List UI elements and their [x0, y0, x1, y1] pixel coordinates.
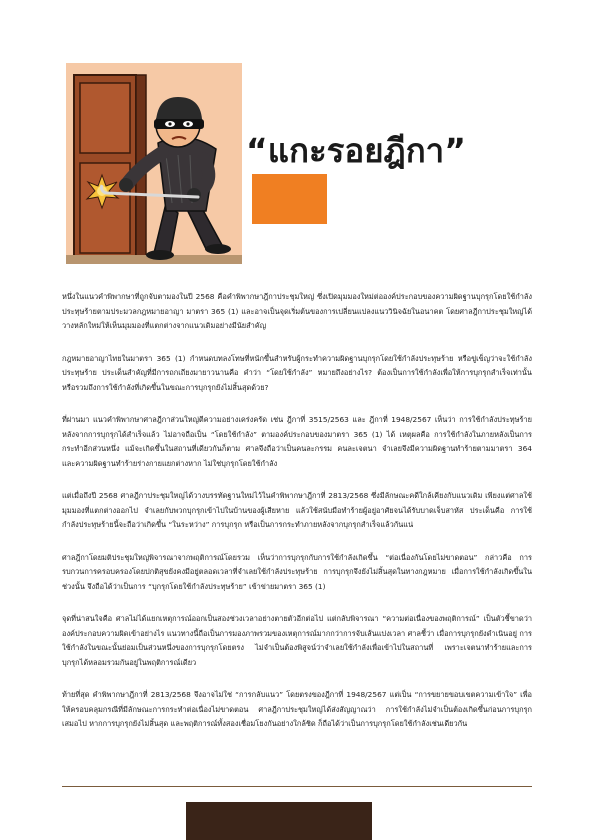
paragraph: กฎหมายอาญาไทยในมาตรา 365 (1) กำหนดบทลงโทษที่หนักขึ้นสำหรับผู้กระทำความผิดฐานบุกรุกโดยใช้กำลังประทุษร้าย หรือขู่เข็ญว่าจะใช้กำลังประทุษร้าย ประเด็นสำคัญที่มีการถกเถียงมายาวนานคือ คำว่า “โดยใช้กำลัง” หมายถึงอย่างไร? ต้องเป็นการใช้กำลังเพื่อให้การบุกรุกสำเร็จเท่านั้น หรือรวมถึงการใช้กำลังที่เกิดขึ้นในขณะการบุกรุกยังไม่สิ้นสุดด้วย? — [62, 353, 532, 392]
divider — [62, 786, 532, 787]
paragraph: จุดที่น่าสนใจคือ ศาลไม่ได้แยกเหตุการณ์ออกเป็นสองช่วงเวลาอย่างตายตัวอีกต่อไป แต่กลับพิจารณา “ความต่อเนื่องของพฤติการณ์” เป็นตัวชี้ขาดว่าองค์ประกอบความผิดเข้าอย่างไร แนวทางนี้ถือเป็นการมองภาพรวมของเหตุการณ์มากกว่าการจับเส้นแบ่งเวลา ศาลชี้ว่า เมื่อการบุกรุกยังดำเนินอยู่ การใช้กำลังในขณะนั้นย่อมเป็นส่วนหนึ่งของการบุกรุกโดยตรง ไม่จำเป็นต้องพิสูจน์ว่าจำเลยใช้กำลังเพื่อเข้าไปในสถานที่ เพราะเจตนาทำร้ายและการบุกรุกได้หลอมรวมกันอยู่ในพฤติการณ์เดียว — [62, 614, 532, 667]
paragraph: แต่เมื่อถึงปี 2568 ศาลฎีกาประชุมใหญ่ได้วางบรรทัดฐานใหม่ไว้ในคำพิพากษาฎีกาที่ 2813/2568 ซึ่งมีลักษณะคดีใกล้เคียงกับแนวเดิม เพียงแต่ศาลใช้มุมมองที่แตกต่างออกไป จำเลยกับพวกบุกรุกเข้าไปในบ้านของผู้เสียหาย แล้วใช้สนับมือทำร้ายผู้อยู่อาศัยจนได้รับบาดเจ็บสาหัส ประเด็นคือ การใช้กำลังประทุษร้ายนี้จะถือว่าเกิดขึ้น “ในระหว่าง” การบุกรุก หรือเป็นการกระทำภายหลังจากบุกรุกสำเร็จแล้วกันแน่ — [62, 491, 532, 529]
paragraph: ศาลฎีกาโดยมติประชุมใหญ่พิจารณาจากพฤติการณ์โดยรวม เห็นว่าการบุกรุกกับการใช้กำลังเกิดขึ้น “ต่อเนื่องกันโดยไม่ขาดตอน” กล่าวคือ การรบกวนการครอบครองโดยปกติสุขยังคงมีอยู่ตลอดเวลาที่จำเลยใช้กำลังประทุษร้าย การบุกรุกจึงยังไม่สิ้นสุดในทางกฎหมาย เมื่อการใช้กำลังเกิดขึ้นในช่วงนั้น จึงถือได้ว่าเป็นการ “บุกรุกโดยใช้กำลังประทุษร้าย” เข้าข่ายมาตรา 365 (1) — [62, 552, 532, 591]
burglar-illustration — [66, 63, 242, 264]
paragraph: ท้ายที่สุด คำพิพากษาฎีกาที่ 2813/2568 จึงอาจไม่ใช่ “การกลับแนว” โดยตรงของฎีกาที่ 1948/2567 แต่เป็น “การขยายขอบเขตความเข้าใจ” เพื่อให้ครอบคลุมกรณีที่มีลักษณะการกระทำต่อเนื่องไม่ขาดตอน ศาลฎีกาประชุมใหญ่ได้ส่งสัญญาณว่า การใช้กำลังไม่จำเป็นต้องเกิดขึ้นก่อนการบุกรุกเสมอไป หากการบุกรุกยังไม่สิ้นสุด และพฤติการณ์ทั้งสองเชื่อมโยงกันอย่างใกล้ชิด ก็ถือได้ว่าเป็นการบุกรุกโดยใช้กำลังเช่นเดียวกัน — [62, 690, 532, 728]
article-body — [62, 290, 532, 750]
burglar-icon — [66, 63, 242, 264]
paragraph: หนึ่งในแนวคำพิพากษาที่ถูกจับตามองในปี 2568 คือคำพิพากษาฎีกาประชุมใหญ่ ซึ่งเปิดมุมมองใหม่ต่อองค์ประกอบของความผิดฐานบุกรุกโดยใช้กำลังประทุษร้ายตามประมวลกฎหมายอาญา มาตรา 365 (1) และอาจเป็นจุดเริ่มต้นของการเปลี่ยนแปลงแนววินิจฉัยในอนาคต โดยศาลฎีกาประชุมใหญ่ได้วางหลักใหม่ให้เห็นมุมมองที่แตกต่างจากแนวเดิมอย่างมีนัยสำคัญ — [62, 292, 532, 330]
page-title: “แกะรอยฎีกา” — [246, 131, 466, 170]
accent-block — [252, 174, 327, 224]
footer-bar — [186, 802, 372, 840]
paragraph: ที่ผ่านมา แนวคำพิพากษาศาลฎีกาส่วนใหญ่ตีความอย่างเคร่งครัด เช่น ฎีกาที่ 3515/2563 และ ฎีกาที่ 1948/2567 เห็นว่า การใช้กำลังประทุษร้ายหลังจากการบุกรุกได้สำเร็จแล้ว ไม่อาจถือเป็น “โดยใช้กำลัง” ตามองค์ประกอบของมาตรา 365 (1) ได้ เหตุผลคือ การใช้กำลังในภายหลังเป็นการกระทำอีกส่วนหนึ่ง แม้จะเกิดขึ้นในสถานที่เดียวกันก็ตาม ศาลจึงถือว่าเป็นคนละกรรม คนละเจตนา จำเลยจึงมีความผิดฐานทำร้ายตามมาตรา 364 และความผิดฐานทำร้ายร่างกายแยกต่างหาก ไม่ใช่บุกรุกโดยใช้กำลัง — [62, 415, 532, 468]
